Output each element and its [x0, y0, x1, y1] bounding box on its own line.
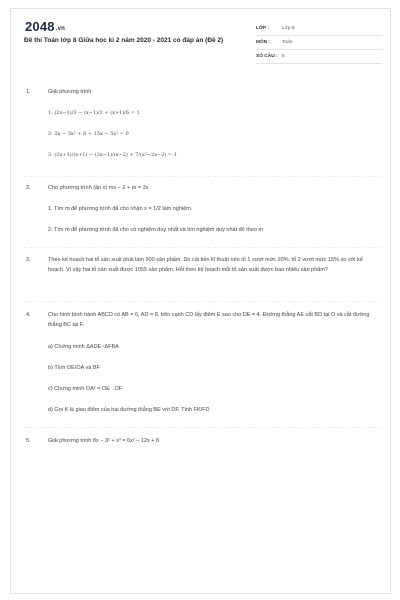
question-number: 3. — [26, 257, 31, 263]
question-2-item-2: 2. Tìm m để phương trình đã cho có nghiệm duy nhất và tìm nghiệm duy nhất đó theo m — [48, 227, 264, 233]
question-4-item-c: c) Chứng minh OA² = OE . OF — [48, 386, 123, 392]
page-title: Đề thi Toán lớp 8 Giữa học kì 2 năm 2020 - 2021 có đáp án (Đề 2) — [24, 37, 224, 44]
question-number: 5. — [26, 438, 31, 444]
divider — [24, 427, 380, 428]
meta-value: Toán — [282, 40, 293, 45]
meta-row-class — [256, 22, 382, 36]
question-number: 1. — [26, 89, 31, 95]
meta-label: LỚP : — [256, 26, 270, 31]
logo-text: 2048 — [25, 19, 55, 34]
meta-info — [256, 22, 382, 64]
meta-value: Lớp 8 — [282, 26, 295, 31]
question-1-item-2: 2. 2x − 3x² + 8 + 15x − 5x² = 0 — [48, 131, 129, 137]
question-stem: Cho hình bình hành ABCD có AB = 6, AD = 8, trên cạnh CD lấy điểm E sao cho DE = 4. Đường thẳng AE cắt BD tại O và cắt đường thẳng BC tại F. — [48, 312, 370, 328]
question-1-item-3: 3. (2x+1)/(x+1) − (2x−1)/(x−2) + 7/(x²−2x−2) = 1 — [48, 152, 177, 158]
document-page — [10, 8, 391, 594]
meta-row-subject — [256, 36, 382, 50]
divider — [24, 247, 380, 248]
question-4-item-d: d) Gọi K là giao điểm của hai đường thẳng BE với DF. Tính FK/FD — [48, 407, 210, 413]
divider — [24, 176, 380, 177]
question-stem: Giải phương trình 8x − 3² + x³ = 6x² − 12x + 8 — [48, 438, 160, 444]
logo-suffix: .vn — [55, 26, 66, 32]
question-4-item-a: a) Chứng minh ΔADE~ΔFBA — [48, 344, 119, 350]
question-number: 4. — [26, 312, 31, 318]
question-stem: Cho phương trình (ẩn x) mx − 2 + m = 3x — [48, 185, 149, 191]
question-number: 2. — [26, 185, 31, 191]
meta-row-count — [256, 50, 382, 64]
site-logo[interactable] — [25, 19, 65, 34]
question-2-item-1: 1. Tìm m để phương trình đã cho nhận x = 1/2 làm nghiệm. — [48, 206, 193, 212]
meta-value: 5 — [282, 54, 285, 59]
meta-label: SỐ CÂU : — [256, 54, 278, 59]
question-4-item-b: b) Tính OE/OA và BF — [48, 365, 100, 371]
divider — [24, 301, 380, 302]
question-stem: Theo kế hoạch hai tổ sản xuất phải làm 900 sản phẩm. Do cải tiến kĩ thuật nên tổ 1 vượt mức 20%, tổ 2 vượt mức 15% so với kế hoạch. Vì vậy hai tổ sản xuất được 1055 sản phẩm. Hỏi theo kế hoạch mỗi tổ sản xuất được bao nhiêu sản phẩm? — [48, 257, 363, 273]
question-stem: Giải phương trình — [48, 89, 92, 95]
meta-label: MÔN : — [256, 40, 271, 45]
question-1-item-1: 1. (2x−1)/3 − (x−1)/2 + (x+1)/6 = 1 — [48, 110, 140, 116]
